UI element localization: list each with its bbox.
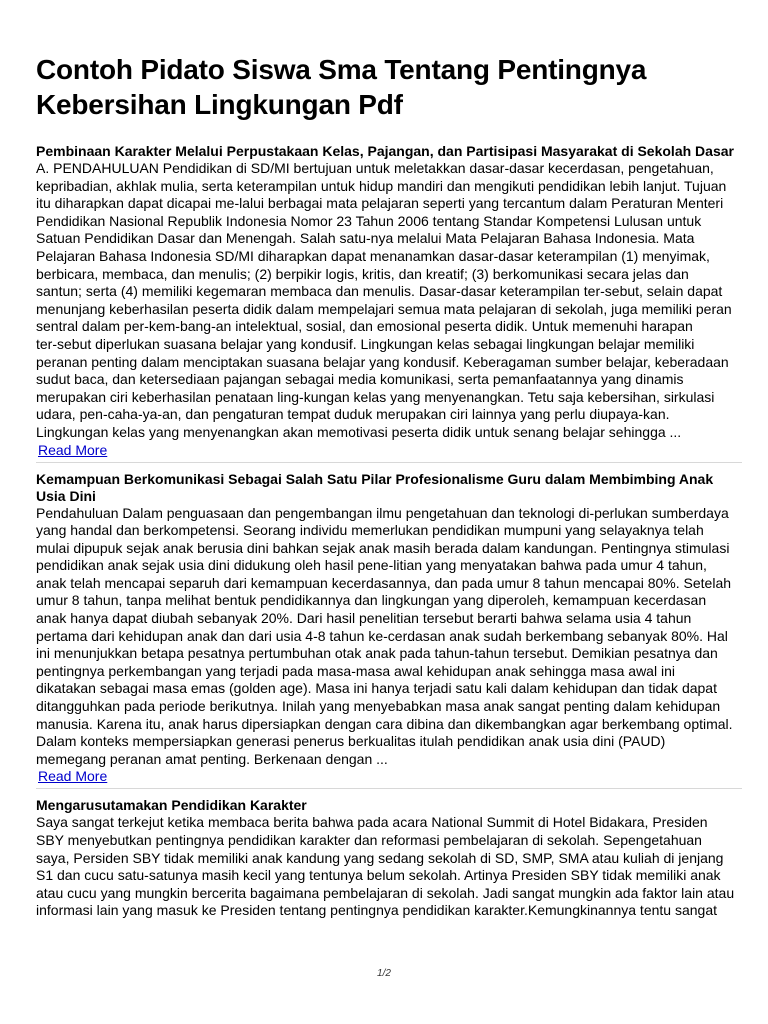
article-1-title: Pembinaan Karakter Melalui Perpustakaan Kelas, Pajangan, dan Partisipasi Masyarakat di Sekolah Dasar [36,143,734,159]
article-3-body: Saya sangat terkejut ketika membaca berita bahwa pada acara National Summit di Hotel Bidakara, Presiden SBY menyebutkan pentingnya pendidikan karakter dan reformasi pembelajaran di sekolah. Sepengetahuan saya, Persiden SBY tidak memiliki anak kandung yang sedang sekolah di SD, SMP, SMA atau kuliah di jenjang S1 dan cucu satu-satunya masih kecil yang tentunya belum sekolah. Artinya Presiden SBY tidak memiliki anak atau cucu yang mungkin bercerita bagaimana pembelajaran di sekolah. Jadi sangat mungkin ada faktor lain atau informasi lain yang masuk ke Presiden tentang pentingnya pendidikan karakter.Kemungkinannya tentu sangat [36,814,735,919]
read-more-link-2[interactable]: Read More [38,768,108,785]
article-2-body: Pendahuluan Dalam penguasaan dan pengembangan ilmu pengetahuan dan teknologi di-perlukan sumberdaya yang handal dan berkompetensi. Seorang individu memerlukan pendidikan mumpuni yang selayaknya telah mulai dipupuk sejak anak berusia dini bahkan sejak anak masih berada dalam kandungan. Pentingnya stimulasi pendidikan anak sejak usia dini didukung oleh hasil pene-litian yang menyatakan bahwa pada umur 4 tahun, anak telah mencapai separuh dari kemampuan kecerdasannya, dan pada umur 8 tahun mencapai 80%. Setelah umur 8 tahun, tanpa melihat bentuk pendidikannya dan lingkungan yang diperoleh, kemampuan kecerdasan anak hanya dapat diubah sebanyak 20%. Dari hasil penelitian tersebut berarti bahwa selama usia 4 tahun pertama dari kehidupan anak dan dari usia 4-8 tahun ke-cerdasan anak sudah berkembang sebanyak 80%. Hal ini menunjukkan betapa pesatnya pertumbuhan otak anak pada tahun-tahun tersebut. Demikian pesatnya dan pentingnya perkembangan yang terjadi pada masa-masa awal kehidupan anak sehingga masa awal ini dikatakan sebagai masa emas (golden age). Masa ini hanya terjadi satu kali dalam kehidupan dan tidak dapat ditangguhkan pada periode berikutnya. Inilah yang menyebabkan masa anak sangat penting dalam kehidupan manusia. Karena itu, anak harus dipersiapkan dengan cara dibina dan dikembangkan agar berkembang optimal. Dalam konteks mempersiapkan generasi penerus berkualitas itulah pendidikan anak usia dini (PAUD) memegang peranan amat penting. Berkenaan dengan ... [36,504,733,767]
article-3 [36,797,742,920]
article-1-body: A. PENDAHULUAN Pendidikan di SD/MI bertujuan untuk meletakkan dasar-dasar kecerdasan, pengetahuan, kepribadian, akhlak mulia, serta keterampilan untuk hidup mandiri dan mengikuti pendidikan lebih lanjut. Tujuan itu diharapkan dapat dicapai me-lalui berbagai mata pelajaran seperti yang tercantum dalam Peraturan Menteri Pendidikan Nasional Republik Indonesia Nomor 23 Tahun 2006 tentang Standar Kompetensi Lulusan untuk Satuan Pendidikan Dasar dan Menengah. Salah satu-nya melalui Mata Pelajaran Bahasa Indonesia. Mata Pelajaran Bahasa Indonesia SD/MI diharapkan dapat menanamkan dasar-dasar keterampilan (1) menyimak, berbicara, membaca, dan menulis; (2) berpikir logis, kritis, dan kreatif; (3) berkomunikasi secara jelas dan santun; serta (4) memiliki kegemaran membaca dan menulis. Dasar-dasar keterampilan ter-sebut, selain dapat menunjang keberhasilan peserta didik dalam mempelajari semua mata pelajaran di sekolah, juga memiliki peran sentral dalam per-kem-bang-an intelektual, sosial, dan emosional peserta didik. Untuk memenuhi harapan ter-sebut diperlukan suasana belajar yang kondusif. Lingkungan kelas sebagai lingkungan belajar memiliki peranan penting dalam menciptakan suasana belajar yang kondusif. Keberagaman sumber belajar, keberadaan sudut baca, dan ketersediaan pajangan sebagai media komunikasi, serta pemanfaatannya yang dinamis merupakan ciri keberhasilan penataan ling-kungan kelas yang menyenangkan. Tetu saja kebersihan, sirkulasi udara, pen-caha-ya-an, dan pengaturan tempat duduk merupakan ciri lainnya yang perlu diupaya-kan. Lingkungan kelas yang menyenangkan akan memotivasi peserta didik untuk senang belajar sehingga ... [36,160,732,440]
document-page [36,52,742,920]
page-title: Contoh Pidato Siswa Sma Tentang Pentingnya Kebersihan Lingkungan Pdf [36,54,647,120]
article-2 [36,471,742,787]
read-more-link-1[interactable]: Read More [38,441,108,458]
article-3-title: Mengarusutamakan Pendidikan Karakter [36,797,307,814]
page-number: 1/2 [377,968,391,979]
article-1 [36,143,742,460]
article-divider-1 [36,462,742,463]
article-2-title: Kemampuan Berkomunikasi Sebagai Salah Satu Pilar Profesionalisme Guru dalam Membimbing Anak Usia Dini [36,470,714,504]
article-divider-2 [36,788,742,789]
